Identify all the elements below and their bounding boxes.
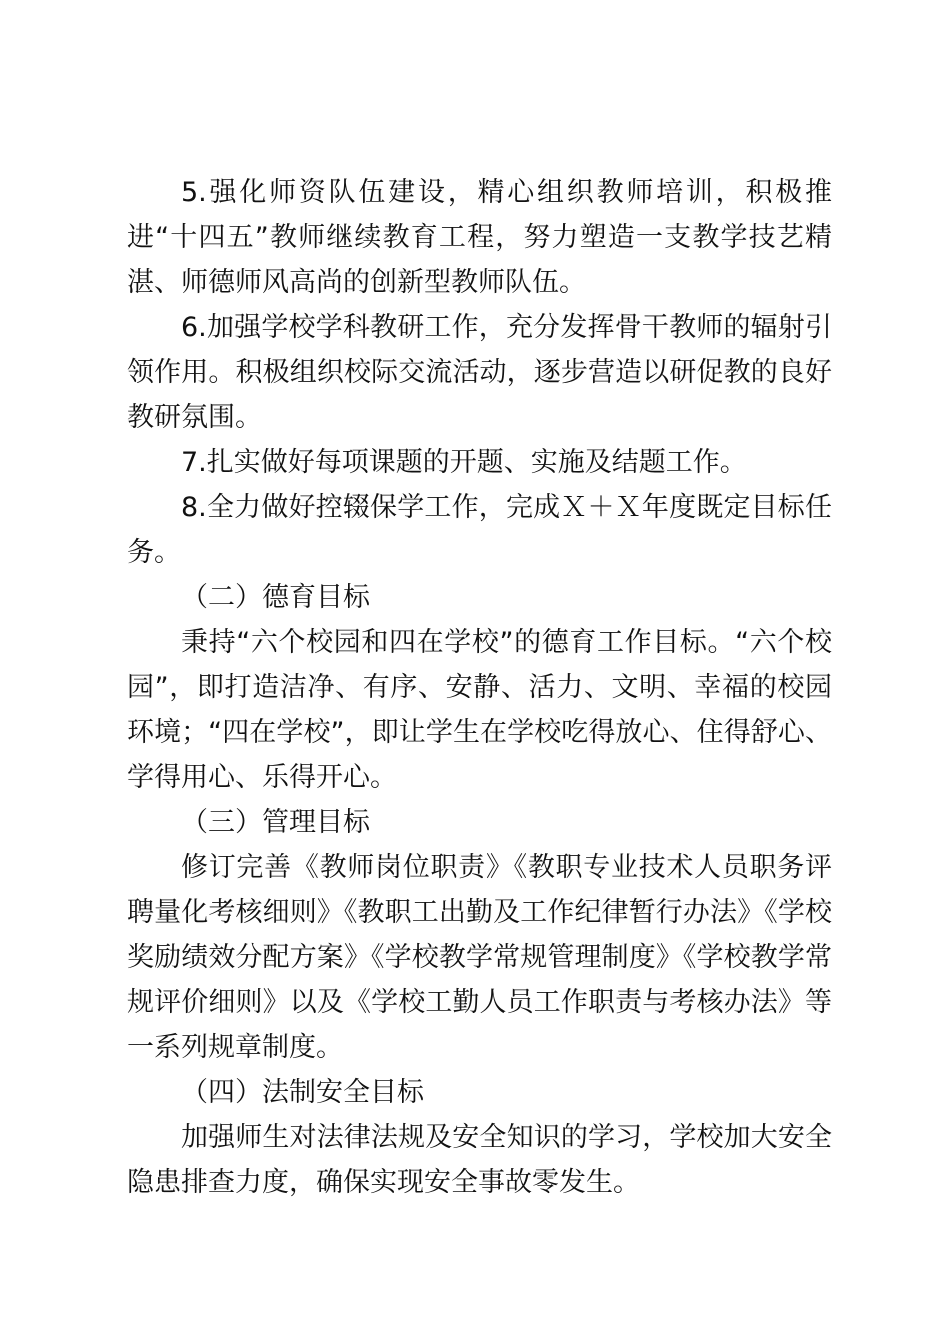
section-heading-legal-safety: （四）法制安全目标 [181, 1077, 424, 1108]
document-body [127, 170, 832, 1205]
section-heading-management: （三）管理目标 [181, 807, 370, 838]
paragraph-item-5: 5.强化师资队伍建设，精心组织教师培训，积极推进“十四五”教师继续教育工程，努力塑造一支教学技艺精湛、师德师风高尚的创新型教师队伍。 [127, 177, 832, 298]
paragraph-management: 修订完善《教师岗位职责》《教职专业技术人员职务评聘量化考核细则》《教职工出勤及工作纪律暂行办法》《学校奖励绩效分配方案》《学校教学常规管理制度》《学校教学常规评价细则》以及《学校工勤人员工作职责与考核办法》等一系列规章制度。 [127, 852, 832, 1063]
paragraph-item-7: 7.扎实做好每项课题的开题、实施及结题工作。 [181, 447, 747, 478]
paragraph-item-6: 6.加强学校学科教研工作，充分发挥骨干教师的辐射引领作用。积极组织校际交流活动，逐步营造以研促教的良好教研氛围。 [127, 312, 832, 433]
paragraph-item-8: 8.全力做好控辍保学工作，完成Ｘ＋Ｘ年度既定目标任务。 [127, 492, 832, 568]
paragraph-moral-education: 秉持“六个校园和四在学校”的德育工作目标。“六个校园”，即打造洁净、有序、安静、活力、文明、幸福的校园环境；“四在学校”，即让学生在学校吃得放心、住得舒心、学得用心、乐得开心。 [127, 627, 832, 793]
paragraph-legal-safety: 加强师生对法律法规及安全知识的学习，学校加大安全隐患排查力度，确保实现安全事故零发生。 [127, 1122, 832, 1198]
section-heading-moral-education: （二）德育目标 [181, 582, 370, 613]
